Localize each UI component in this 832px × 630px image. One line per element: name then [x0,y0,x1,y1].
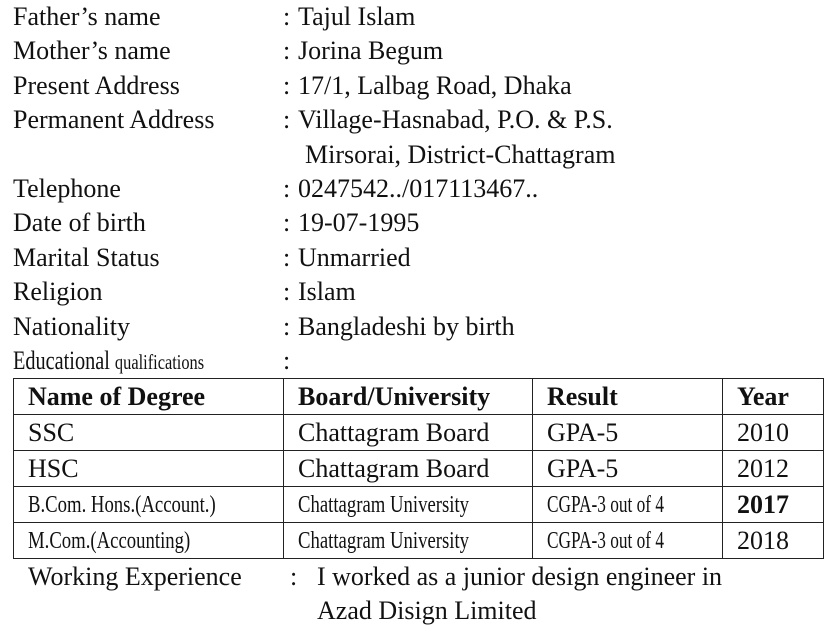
education-heading-main: Educational [13,346,110,375]
header-degree: Name of Degree [14,379,284,415]
header-board: Board/University [284,379,533,415]
working-experience-line2: Azad Disign Limited [317,596,537,625]
field-label: Nationality [13,312,130,341]
field-separator: : [283,346,291,375]
table-header-row [14,379,824,415]
cell-board [284,487,533,523]
table-row [14,451,824,487]
field-value: Jorina Begum [298,36,444,65]
field-separator: : [283,208,291,237]
table-row [14,523,824,559]
education-heading-small: qualifications [114,350,205,374]
field-label: Religion [13,277,103,306]
field-separator: : [283,105,291,134]
cell-year: 2010 [723,415,824,451]
cell-board: Chattagram Board [284,451,533,487]
field-separator: : [283,174,291,203]
field-separator: : [283,277,291,306]
field-label: Present Address [13,71,180,100]
table-row [14,415,824,451]
cell-degree [14,487,284,523]
field-value: 0247542../017113467.. [298,174,539,203]
field-label: Mother’s name [13,36,171,65]
cell-degree: SSC [14,415,284,451]
cell-board-text: Chattagram University [298,528,470,554]
field-value: Tajul Islam [298,2,416,31]
field-separator: : [283,2,291,31]
cell-degree [14,523,284,559]
cell-result-text: CGPA-3 out of 4 [547,492,664,518]
field-value: Islam [298,277,356,306]
field-value: Bangladeshi by birth [298,312,515,341]
header-year: Year [723,379,824,415]
working-experience-label: Working Experience [28,562,242,591]
cell-degree-text: M.Com.(Accounting) [28,528,191,554]
field-label: Date of birth [13,208,146,237]
cell-board [284,523,533,559]
cell-year: 2012 [723,451,824,487]
header-result: Result [533,379,723,415]
field-label: Marital Status [13,243,160,272]
field-value: 19-07-1995 [298,208,420,237]
cell-result [533,487,723,523]
field-separator: : [283,36,291,65]
field-value: Village-Hasnabad, P.O. & P.S. [298,105,613,134]
field-separator: : [290,562,298,591]
cell-year: 2017 [723,487,824,523]
field-separator: : [283,243,291,272]
field-label: Father’s name [13,2,161,31]
cell-result: GPA-5 [533,451,723,487]
field-label: Telephone [13,174,121,203]
field-permanent-address-line2: Mirsorai, District-Chattagram [305,140,616,169]
cell-result: GPA-5 [533,415,723,451]
field-value: 17/1, Lalbag Road, Dhaka [298,71,572,100]
cell-degree-text: B.Com. Hons.(Account.) [28,492,216,518]
education-heading-text [13,344,204,379]
education-table [13,378,824,559]
field-value: Unmarried [298,243,411,272]
table-row [14,487,824,523]
field-separator: : [283,312,291,341]
field-label: Permanent Address [13,105,215,134]
cell-board: Chattagram Board [284,415,533,451]
working-experience-line1: I worked as a junior design engineer in [317,562,723,591]
cell-year: 2018 [723,523,824,559]
cell-result [533,523,723,559]
cell-result-text: CGPA-3 out of 4 [547,528,664,554]
field-separator: : [283,71,291,100]
cell-board-text: Chattagram University [298,492,470,518]
cell-degree: HSC [14,451,284,487]
education-heading-label [13,344,258,379]
